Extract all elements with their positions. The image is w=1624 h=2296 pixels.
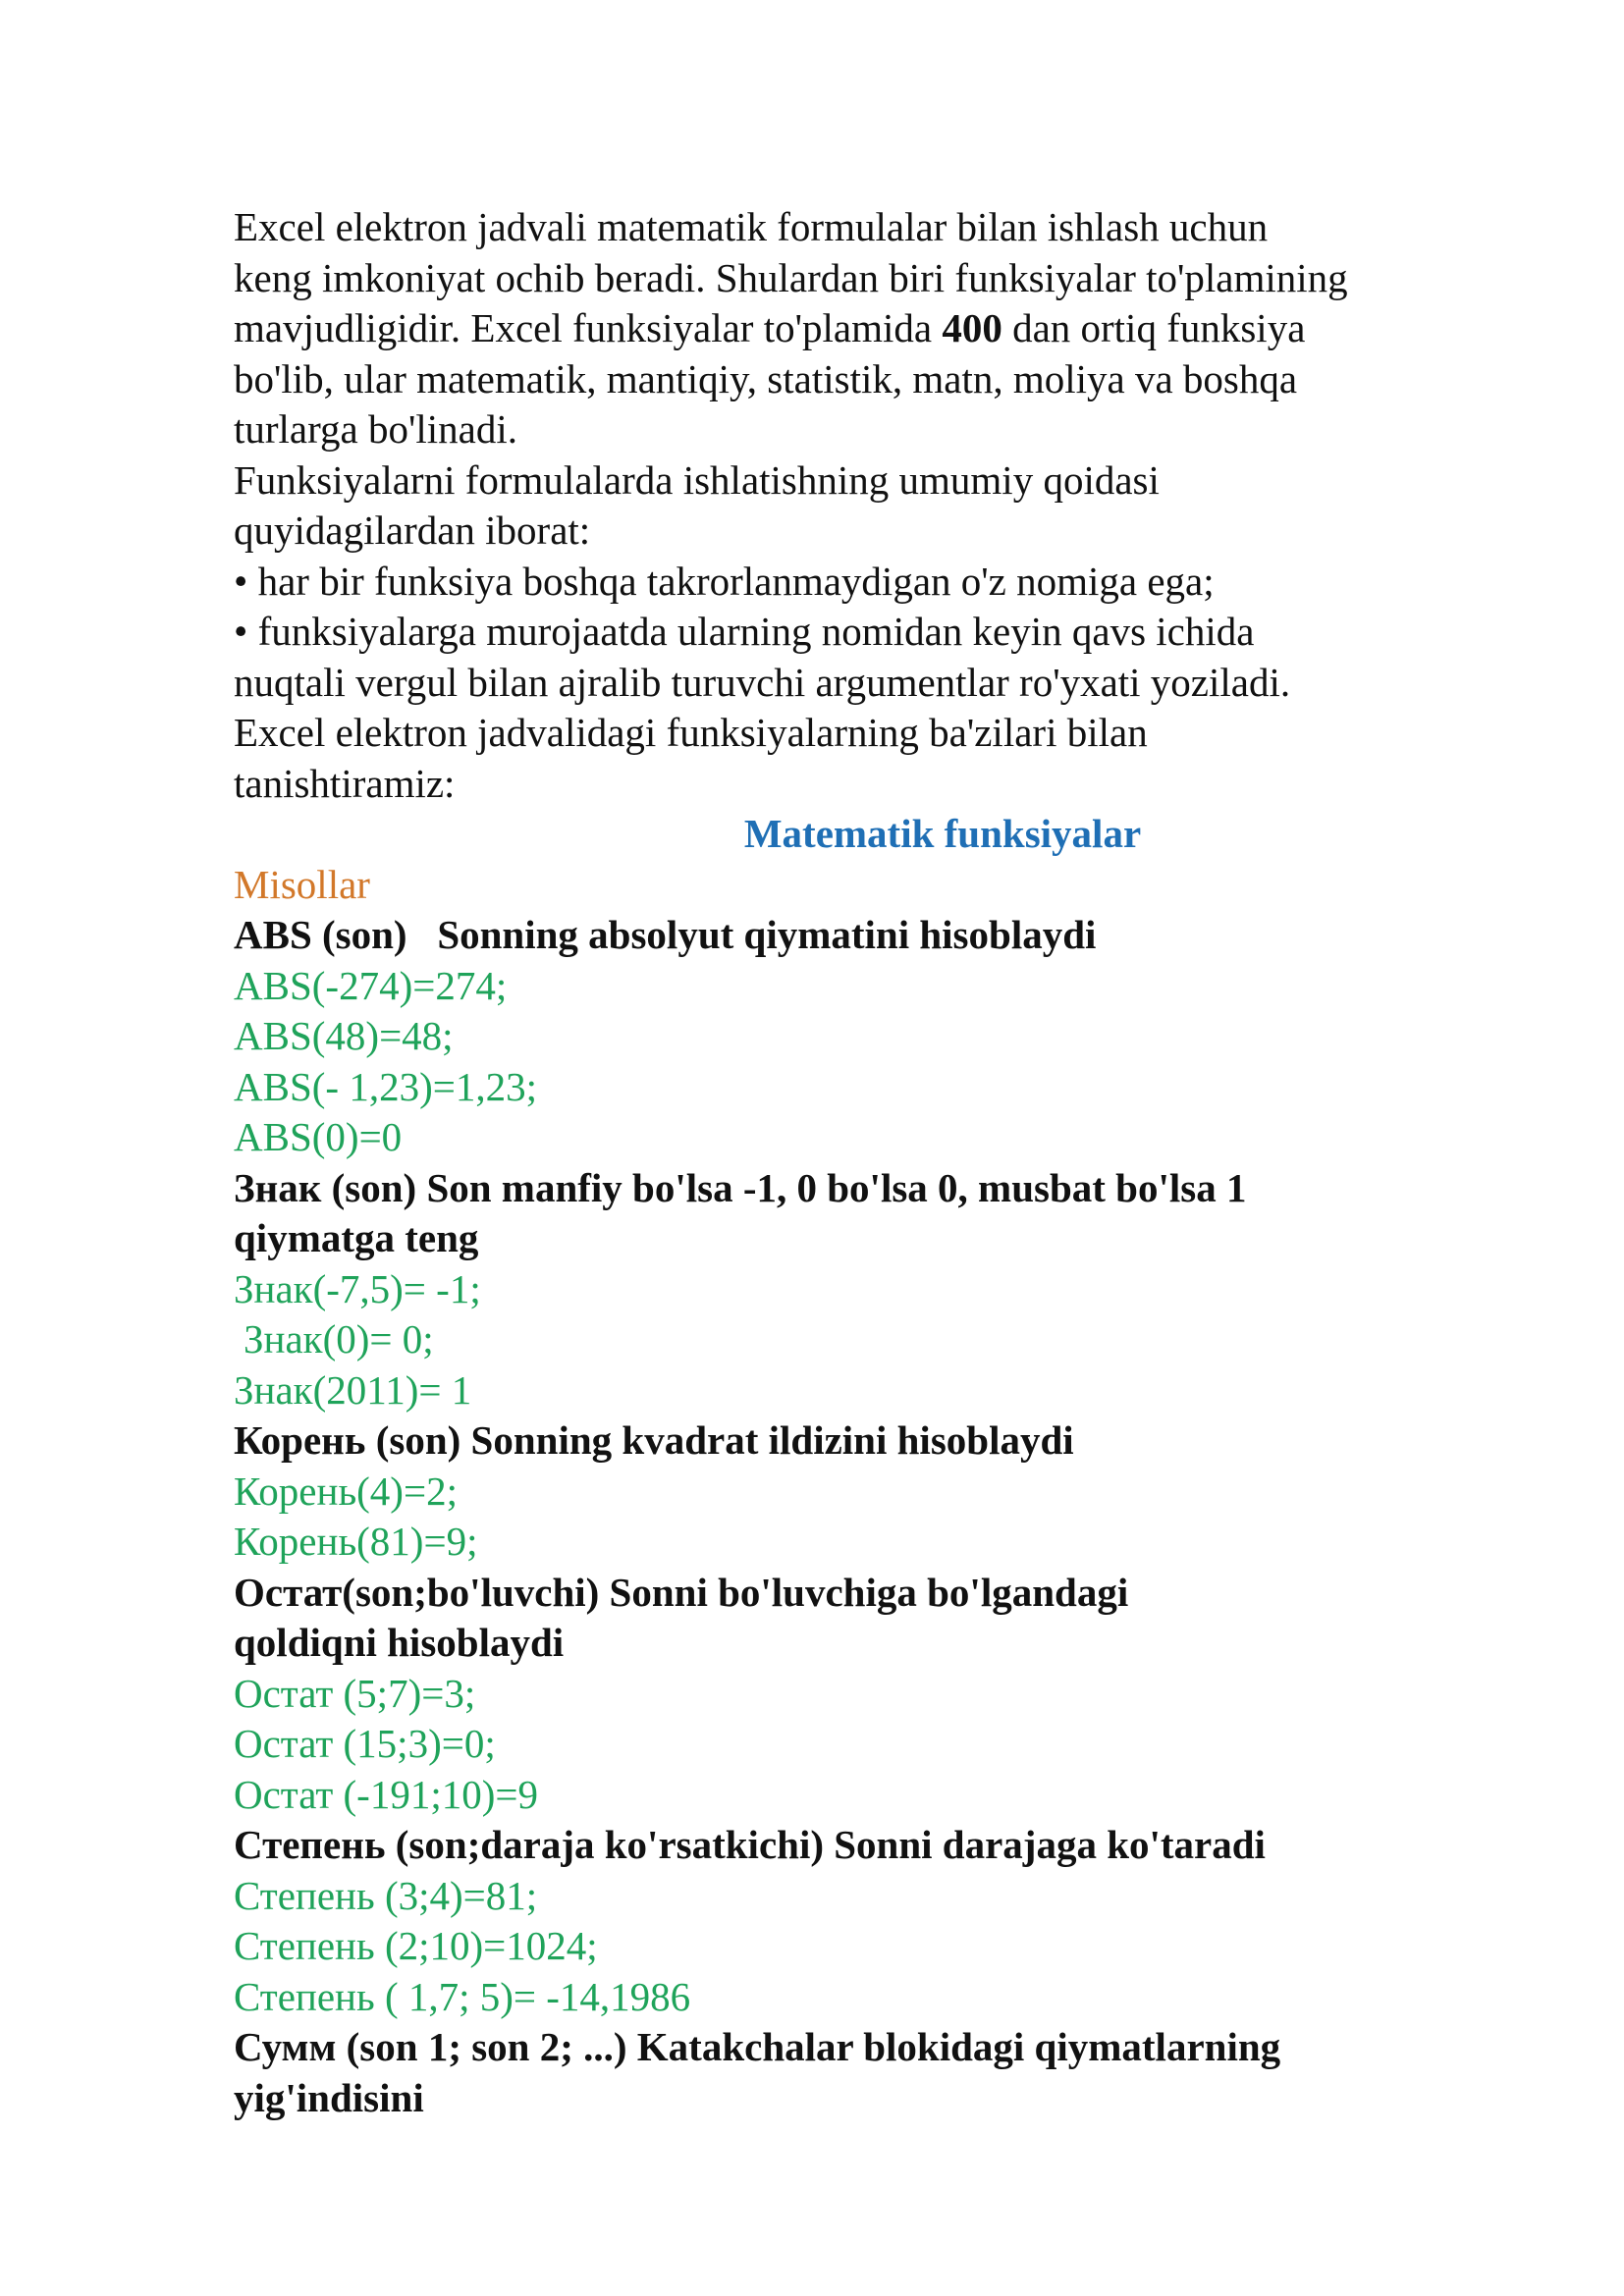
ostat-title: Остат(son;bo'luvchi) Sonni bo'luvchiga bo'lgandagi: [234, 1569, 1129, 1615]
bullet-item-2: • funksiyalarga murojaatda ularning nomidan keyin qavs ichida: [234, 609, 1255, 654]
znak-example: Знак(-7,5)= -1;: [234, 1265, 481, 1311]
stepen-example: Степень (3;4)=81;: [234, 1872, 538, 1918]
ostat-example: Остат (5;7)=3;: [234, 1670, 476, 1716]
bullet-item-2-cont: nuqtali vergul bilan ajralib turuvchi argumentlar ro'yxati yoziladi.: [234, 659, 1291, 705]
koren-example: Корень(81)=9;: [234, 1519, 478, 1564]
ostat-example: Остат (15;3)=0;: [234, 1721, 496, 1766]
znak-example: Знак(2011)= 1: [234, 1366, 472, 1413]
znak-title-cont: qiymatga teng: [234, 1215, 479, 1260]
summ-title-cont: yig'indisini: [234, 2074, 424, 2120]
section-heading: Matematik funksiyalar: [743, 811, 1142, 856]
bullet-item-1: • har bir funksiya boshqa takrorlanmaydigan o'z nomiga ega;: [234, 558, 1215, 604]
intro-line-6: Funksiyalarni formulalarda ishlatishning umumiy qoidasi: [234, 456, 1160, 503]
znak-title: Знак (son) Son manfiy bo'lsa -1, 0 bo'lsa 0, musbat bo'lsa 1: [234, 1164, 1247, 1210]
ostat-example: Остат (-191;10)=9: [234, 1771, 539, 1817]
abs-example: ABS(0)=0: [234, 1114, 403, 1159]
abs-example: ABS(- 1,23)=1,23;: [234, 1063, 537, 1109]
examples-label: Misollar: [234, 861, 370, 907]
stepen-example: Степень ( 1,7; 5)= -14,1986: [234, 1973, 691, 2019]
intro-line-3: [234, 303, 1510, 354]
intro-line-3-start: mavjudligidir. Excel funksiyalar to'plamida: [234, 305, 943, 350]
intro-line-3-end: dan ortiq funksiya: [1001, 305, 1306, 350]
summ-title: Сумм (son 1; son 2; ...) Katakchalar blokidagi qiymatlarning: [234, 2024, 1281, 2069]
intro-line-7: quyidagilardan iborat:: [234, 507, 591, 553]
abs-example: ABS(48)=48;: [234, 1013, 454, 1058]
intro-line-12: tanishtiramiz:: [234, 760, 456, 806]
intro-line-1: Excel elektron jadvali matematik formulalar bilan ishlash uchun: [234, 204, 1269, 249]
abs-example: ABS(-274)=274;: [234, 962, 508, 1008]
intro-line-5: turlarga bo'linadi.: [234, 406, 518, 452]
function-count: 400: [942, 305, 1002, 350]
intro-line-11: Excel elektron jadvalidagi funksiyalarning ba'zilari bilan: [234, 710, 1148, 755]
abs-title: ABS (son) Sonning absolyut qiymatini hisoblaydi: [234, 912, 1097, 957]
document-page: [234, 202, 1510, 2123]
ostat-title-cont: qoldiqni hisoblaydi: [234, 1620, 565, 1665]
intro-line-4: bo'lib, ular matematik, mantiqiy, statistik, matn, moliya va boshqa: [234, 355, 1298, 401]
koren-title: Корень (son) Sonning kvadrat ildizini hisoblaydi: [234, 1417, 1074, 1463]
intro-line-2: keng imkoniyat ochib beradi. Shulardan biri funksiyalar to'plamining: [234, 254, 1348, 300]
koren-example: Корень(4)=2;: [234, 1468, 458, 1514]
znak-example: Знак(0)= 0;: [244, 1316, 434, 1362]
stepen-title: Степень (son;daraja ko'rsatkichi) Sonni darajaga ko'taradi: [234, 1822, 1266, 1867]
stepen-example: Степень (2;10)=1024;: [234, 1923, 598, 1968]
